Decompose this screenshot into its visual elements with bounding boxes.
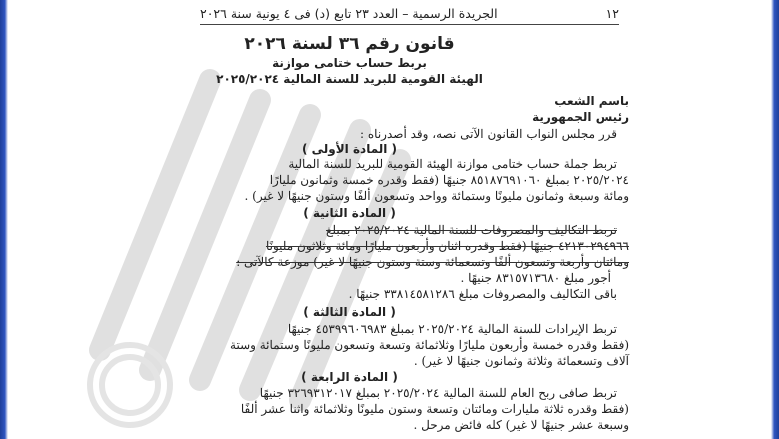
article-2-line-1: تربط التكاليف والمصروفات للسنة المالية ٢٠٢٥/٢٠٢٤ بمبلغ — [326, 223, 617, 237]
right-page-edge — [771, 0, 779, 439]
article-4-line-2: (فقط وقدره ثلاثة مليارات ومائتان وتسعة وستون مليونًا وثلاثمائة واثنا عشر ألفًا — [240, 402, 629, 416]
article-4-heading: ( المادة الرابعة ) — [301, 370, 398, 384]
article-1-line-2: ٢٠٢٥/٢٠٢٤ بمبلغ ٨٥١٨٧٦٩١٠٦٠ جنيهًا (فقط وقدره خمسة وثمانون مليارًا — [269, 173, 629, 187]
issue-text: الجريدة الرسمية – العدد ٢٣ تابع (د) فى ٤ يونية سنة ٢٠٢٦ — [200, 5, 498, 21]
article-2-line-3: ومائتان وأربعة وتسعون ألفًا وتسعمائة وستة وستون جنيهًا لا غير) موزعة كالآتى : — [236, 255, 629, 269]
article-2-line-4: أجور مبلغ ٨٣١٥٧١٣٦٨٠ جنيهًا . — [460, 271, 611, 285]
header-divider — [200, 24, 619, 25]
article-3-heading: ( المادة الثالثة ) — [303, 305, 396, 319]
law-subtitle-agency: الهيئة القومية للبريد للسنة المالية ٢٠٢٥/٢٠٢٤ — [216, 72, 483, 86]
article-4-line-1: تربط صافى ربح العام للسنة المالية ٢٠٢٥/٢٠٢٤ بمبلغ ٣٢٦٩٣١٢٠١٧ جنيهًا — [259, 386, 617, 400]
article-1-line-1: تربط جملة حساب ختامى موازنة الهيئة القومية للبريد للسنة المالية — [288, 157, 617, 171]
article-3-line-1: تربط الإيرادات للسنة المالية ٢٠٢٥/٢٠٢٤ بمبلغ ٤٥٣٩٩٦٠٦٩٨٣ جنيهًا — [287, 322, 617, 336]
left-page-edge — [0, 0, 8, 439]
article-3-line-2: (فقط وقدره خمسة وأربعون مليارًا وثلاثمائة وتسعة وتسعون مليونًا وستمائة وستة — [230, 338, 629, 352]
gazette-header — [200, 4, 619, 22]
president-line: رئيس الجمهورية — [532, 110, 629, 124]
article-1-line-3: ومائة وسبعة وثمانون مليونًا وستمائة وواحد وتسعون ألفًا وستون جنيهًا لا غير) . — [244, 189, 629, 203]
article-1-heading: ( المادة الأولى ) — [301, 142, 398, 156]
article-2-line-2: ٤٢١٣٠٢٩٤٩٦٦ جنيهًا (فقط وقدره اثنان وأربعون مليارًا ومائة وثلاثون مليونًا — [265, 239, 629, 253]
page-number: ١٢ — [605, 5, 619, 21]
in-the-name-line: باسم الشعب — [554, 94, 629, 108]
preamble: قرر مجلس النواب القانون الآتى نصه، وقد أصدرناه : — [360, 127, 617, 141]
article-2-heading: ( المادة الثانية ) — [303, 206, 396, 220]
article-4-line-3: وسبعة عشر جنيهًا لا غير) كله فائض مرحل . — [413, 418, 629, 432]
law-subtitle: بربط حساب ختامى موازنة — [272, 56, 427, 70]
article-3-line-3: آلاف وتسعمائة وثلاثة وثمانون جنيهًا لا غير) . — [413, 354, 629, 368]
article-2-line-5: باقى التكاليف والمصروفات مبلغ ٣٣٨١٤٥٨١٢٨٦ جنيهًا . — [348, 287, 617, 301]
law-title: قانون رقم ٣٦ لسنة ٢٠٢٦ — [244, 34, 455, 54]
